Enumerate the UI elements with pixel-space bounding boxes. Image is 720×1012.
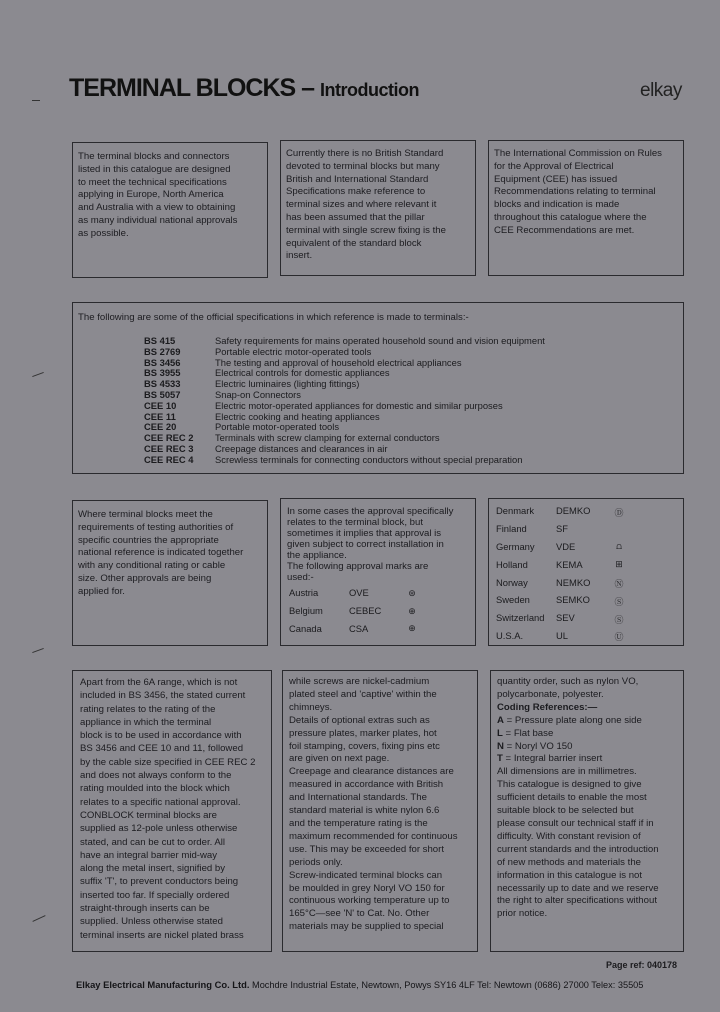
- text-line: use. This may be exceeded for short: [289, 843, 445, 855]
- text-line: This catalogue is designed to give: [497, 779, 642, 791]
- text-line: plated steel and 'captive' within the: [289, 688, 437, 700]
- coding-key: L: [497, 727, 503, 739]
- text-line: while screws are nickel-cadmium: [289, 676, 430, 687]
- intro-text-2: [286, 148, 446, 263]
- text-line: difficulty. With constant revision of: [497, 830, 641, 842]
- spec-row: [144, 455, 545, 466]
- text-line: Specifications make reference to: [286, 186, 426, 198]
- approval-mark-row: [496, 502, 627, 520]
- text-line: terminal inserts are nickel plated brass: [80, 929, 244, 941]
- text-line: Apart from the 6A range, which is not: [80, 677, 238, 688]
- spec-code: BS 5057: [144, 388, 181, 400]
- title-main: TERMINAL BLOCKS: [69, 74, 296, 102]
- spec-desc: Portable electric motor-operated tools: [215, 345, 372, 357]
- text-line: foil stamping, covers, fixing pins etc: [289, 740, 440, 752]
- text-line: In some cases the approval specifically: [287, 506, 454, 517]
- text-line: measured in accordance with British: [289, 779, 444, 791]
- spec-desc: The testing and approval of household electrical appliances: [215, 356, 462, 368]
- mark: CSA: [349, 622, 369, 634]
- text-line: along the metal insert, signified by: [80, 863, 226, 875]
- country: Finland: [496, 523, 527, 535]
- text-line: the right to alter specifications without: [497, 895, 657, 907]
- specs-lead: The following are some of the official specifications in which reference is made to terminals:-: [78, 312, 469, 323]
- text-line: All dimensions are in millimetres.: [497, 766, 637, 778]
- spec-code: BS 3456: [144, 356, 181, 368]
- text-line: sufficient details to enable the most: [497, 792, 647, 804]
- approval-mark-row: [289, 584, 420, 602]
- text-line: of new methods and materials the: [497, 856, 641, 868]
- coding-key: A: [497, 714, 504, 726]
- approval-mark-row: [289, 620, 420, 638]
- company-address: Mochdre Industrial Estate, Newtown, Powys SY16 4LF Tel: Newtown (0686) 27000 Telex: 35505: [249, 980, 644, 990]
- text-line: used:-: [287, 572, 314, 583]
- vde-mark-icon: ⩍: [616, 541, 622, 552]
- spec-code: BS 4533: [144, 378, 181, 390]
- country: Belgium: [289, 605, 323, 617]
- text-line: Creepage and clearance distances are: [289, 766, 454, 778]
- spec-code: CEE 20: [144, 421, 177, 433]
- country: Canada: [289, 622, 322, 634]
- text-line: relates to a specific national approval.: [80, 796, 241, 808]
- text-line: insert.: [286, 250, 313, 262]
- text-line: specific countries the appropriate: [78, 534, 219, 546]
- text-line: have an integral barrier mid-way: [80, 849, 218, 861]
- approval-mark-row: [496, 538, 627, 556]
- text-line: BS 3456 and CEE 10 and 11, followed: [80, 743, 244, 755]
- text-line: polycarbonate, polyester.: [497, 688, 604, 700]
- text-line: quantity order, such as nylon VO,: [497, 676, 639, 687]
- coding-row: [497, 753, 659, 766]
- text-line: periods only.: [289, 856, 343, 868]
- text-line: Recommendations relating to terminal: [494, 186, 656, 198]
- spec-desc: Electric cooking and heating appliances: [215, 410, 380, 422]
- footer: [76, 979, 643, 990]
- page-title: [69, 74, 419, 103]
- text-line: to meet the technical specifications: [78, 176, 227, 188]
- text-line: Where terminal blocks meet the: [78, 509, 213, 520]
- text-line: applied for.: [78, 585, 125, 597]
- spec-code: CEE 10: [144, 399, 177, 411]
- text-line: suitable block to be selected but: [497, 805, 634, 817]
- text-line: be moulded in grey Noryl VO 150 for: [289, 882, 445, 894]
- sev-mark-icon: Ⓢ: [614, 614, 624, 625]
- text-line: terminal sizes and where relevant it: [286, 199, 437, 211]
- text-line: supplied as 12-pole unless otherwise: [80, 823, 238, 835]
- spec-desc: Electrical controls for domestic appliances: [215, 367, 390, 379]
- country: Sweden: [496, 594, 530, 606]
- text-line: equivalent of the standard block: [286, 237, 422, 249]
- text-line: block is to be used in accordance with: [80, 730, 242, 742]
- title-dash: –: [295, 74, 320, 102]
- text-line: necessarily up to date and we reserve: [497, 882, 659, 894]
- text-line: straight-through inserts can be: [80, 903, 210, 915]
- coding-desc: = Flat base: [505, 727, 554, 739]
- spec-code: BS 415: [144, 335, 176, 346]
- coding-key: T: [497, 753, 503, 765]
- text-line: devoted to terminal blocks but many: [286, 160, 440, 172]
- text-line: as many individual national approvals: [78, 214, 238, 226]
- text-line: size. Other approvals are being: [78, 572, 212, 584]
- text-line: please consult our technical staff if in: [497, 817, 654, 829]
- country: Denmark: [496, 505, 535, 517]
- mark: OVE: [349, 587, 369, 599]
- country: U.S.A.: [496, 629, 524, 641]
- text-line: throughout this catalogue where the: [494, 211, 647, 223]
- ul-mark-icon: Ⓤ: [614, 632, 624, 643]
- text-line: and does not always conform to the: [80, 770, 232, 782]
- text-line: supplied. Unless otherwise stated: [80, 916, 223, 928]
- csa-mark-icon: ⊕: [408, 623, 416, 634]
- kema-mark-icon: ⊞: [615, 559, 623, 570]
- demko-mark-icon: Ⓓ: [614, 507, 624, 518]
- coding-row: [497, 728, 659, 741]
- text-line: chimneys.: [289, 701, 333, 713]
- text-line: Currently there is no British Standard: [286, 148, 444, 159]
- spec-row: [144, 401, 545, 412]
- approvals-text-1: [78, 509, 243, 599]
- semko-mark-icon: Ⓢ: [614, 596, 624, 607]
- text-line: British and International Standard: [286, 173, 429, 185]
- text-line: national reference is indicated together: [78, 547, 244, 559]
- intro-text-3: [494, 148, 662, 238]
- text-line: applying in Europe, North America: [78, 189, 224, 201]
- specs-list: [144, 336, 545, 466]
- coding-key: N: [497, 740, 504, 752]
- text-line: included in BS 3456, the stated current: [80, 690, 246, 702]
- mark: SF: [556, 523, 568, 535]
- text-line: and Australia with a view to obtaining: [78, 202, 236, 214]
- mark: CEBEC: [349, 605, 382, 617]
- country: Switzerland: [496, 612, 545, 624]
- spec-code: CEE REC 4: [144, 453, 194, 465]
- coding-title: Coding References:—: [497, 701, 598, 713]
- coding-desc: = Pressure plate along one side: [506, 714, 642, 726]
- text-line: suffix 'T', to prevent conductors being: [80, 876, 239, 888]
- text-line: materials may be supplied to special: [289, 921, 444, 933]
- text-line: are given on next page.: [289, 753, 390, 765]
- spec-desc: Screwless terminals for connecting conductors without special preparation: [215, 453, 523, 465]
- approval-mark-row: [496, 627, 627, 645]
- approval-mark-row: [496, 555, 627, 573]
- mark: DEMKO: [556, 505, 591, 517]
- spec-row: [144, 412, 545, 423]
- text-line: has been assumed that the pillar: [286, 211, 425, 223]
- page-ref: Page ref: 040178: [606, 960, 678, 970]
- coding-row: [497, 715, 659, 728]
- text-line: Equipment (CEE) has issued: [494, 173, 618, 185]
- text-line: inserted too far. If specially ordered: [80, 889, 230, 901]
- spec-desc: Terminals with screw clamping for external conductors: [215, 432, 440, 444]
- text-line: given subject to correct installation in: [287, 539, 444, 550]
- spec-code: BS 2769: [144, 345, 181, 357]
- coding-desc: = Noryl VO 150: [506, 740, 573, 752]
- text-line: CEE Recommendations are met.: [494, 224, 635, 236]
- mark: NEMKO: [556, 576, 591, 588]
- text-line: Details of optional extras such as: [289, 714, 430, 726]
- text-line: rating relates to the rating of the: [80, 703, 216, 715]
- text-line: sometimes it implies that approval is: [287, 528, 442, 539]
- text-line: stated, and can be cut to order. All: [80, 836, 226, 848]
- approval-mark-row: [496, 591, 627, 609]
- margin-mark: [32, 915, 45, 922]
- text-line: as possible.: [78, 227, 129, 239]
- text-line: prior notice.: [497, 908, 548, 920]
- mark: SEV: [556, 612, 575, 624]
- approval-mark-row: [496, 520, 627, 538]
- text-line: relates to the terminal block, but: [287, 517, 423, 528]
- details-text-3: [497, 676, 659, 921]
- spec-desc: Portable motor-operated tools: [215, 421, 340, 433]
- text-line: Screw-indicated terminal blocks can: [289, 869, 443, 881]
- text-line: by the cable size specified in CEE REC 2: [80, 756, 256, 768]
- country: Holland: [496, 558, 528, 570]
- spec-code: CEE 11: [144, 410, 176, 422]
- approval-mark-row: [289, 602, 420, 620]
- text-line: for the Approval of Electrical: [494, 160, 614, 172]
- text-line: standard material is white nylon 6.6: [289, 805, 440, 817]
- country: Austria: [289, 587, 319, 599]
- margin-mark: [32, 100, 40, 101]
- spec-desc: Electric luminaires (lighting fittings): [215, 378, 360, 390]
- text-line: pressure plates, marker plates, hot: [289, 727, 437, 739]
- approvals-text-2: [287, 506, 453, 583]
- approval-marks-3: [496, 502, 627, 644]
- margin-mark: [32, 648, 44, 653]
- spec-desc: Snap-on Connectors: [215, 388, 301, 400]
- spec-row: [144, 347, 545, 358]
- text-line: The International Commission on Rules: [494, 148, 662, 159]
- spec-desc: Electric motor-operated appliances for domestic and similar purposes: [215, 399, 503, 411]
- text-line: listed in this catalogue are designed: [78, 163, 231, 175]
- spec-desc: Safety requirements for mains operated household sound and vision equipment: [215, 335, 545, 346]
- nemko-mark-icon: Ⓝ: [614, 579, 624, 590]
- text-line: CONBLOCK terminal blocks are: [80, 809, 218, 821]
- margin-mark: [32, 372, 44, 377]
- mark: KEMA: [556, 558, 583, 570]
- text-line: and the temperature rating is the: [289, 817, 428, 829]
- text-line: current standards and the introduction: [497, 843, 659, 855]
- text-line: appliance in which the terminal: [80, 716, 212, 728]
- details-text-1: [80, 676, 255, 942]
- approval-marks-2: [289, 584, 420, 637]
- coding-desc: = Integral barrier insert: [505, 753, 603, 765]
- mark: VDE: [556, 540, 576, 552]
- elkay-logo: elkay: [640, 80, 682, 101]
- approval-mark-row: [496, 609, 627, 627]
- text-line: information in this catalogue is not: [497, 869, 643, 881]
- ove-mark-icon: ⊛: [408, 587, 416, 598]
- cebec-mark-icon: ⊕: [408, 605, 416, 616]
- text-line: blocks and indication is made: [494, 199, 620, 211]
- text-line: the appliance.: [287, 550, 347, 561]
- spec-desc: Creepage distances and clearances in air: [215, 442, 388, 454]
- spec-code: CEE REC 3: [144, 442, 194, 454]
- text-line: rating moulded into the block which: [80, 783, 230, 795]
- sf-mark-icon: [611, 524, 627, 534]
- text-line: and International standards. The: [289, 792, 427, 804]
- coding-row: [497, 741, 659, 754]
- approval-mark-row: [496, 573, 627, 591]
- text-line: The following approval marks are: [287, 561, 429, 572]
- mark: SEMKO: [556, 594, 590, 606]
- text-line: maximum recommended for continuous: [289, 830, 458, 842]
- spec-code: BS 3955: [144, 367, 181, 379]
- intro-text-1: [78, 151, 237, 241]
- country: Germany: [496, 540, 535, 552]
- country: Norway: [496, 576, 528, 588]
- text-line: terminal with single screw fixing is the: [286, 224, 446, 236]
- text-line: 165°C—see 'N' to Cat. No. Other: [289, 908, 430, 920]
- company-name: Elkay Electrical Manufacturing Co. Ltd.: [76, 979, 250, 990]
- mark: UL: [556, 629, 568, 641]
- text-line: requirements of testing authorities of: [78, 521, 234, 533]
- details-text-2: [289, 676, 458, 934]
- text-line: continuous working temperature up to: [289, 895, 450, 907]
- spec-row: [144, 379, 545, 390]
- spec-code: CEE REC 2: [144, 432, 194, 444]
- text-line: The terminal blocks and connectors: [78, 151, 230, 162]
- title-subtitle: Introduction: [320, 80, 419, 100]
- text-line: with any conditional rating or cable: [78, 560, 226, 572]
